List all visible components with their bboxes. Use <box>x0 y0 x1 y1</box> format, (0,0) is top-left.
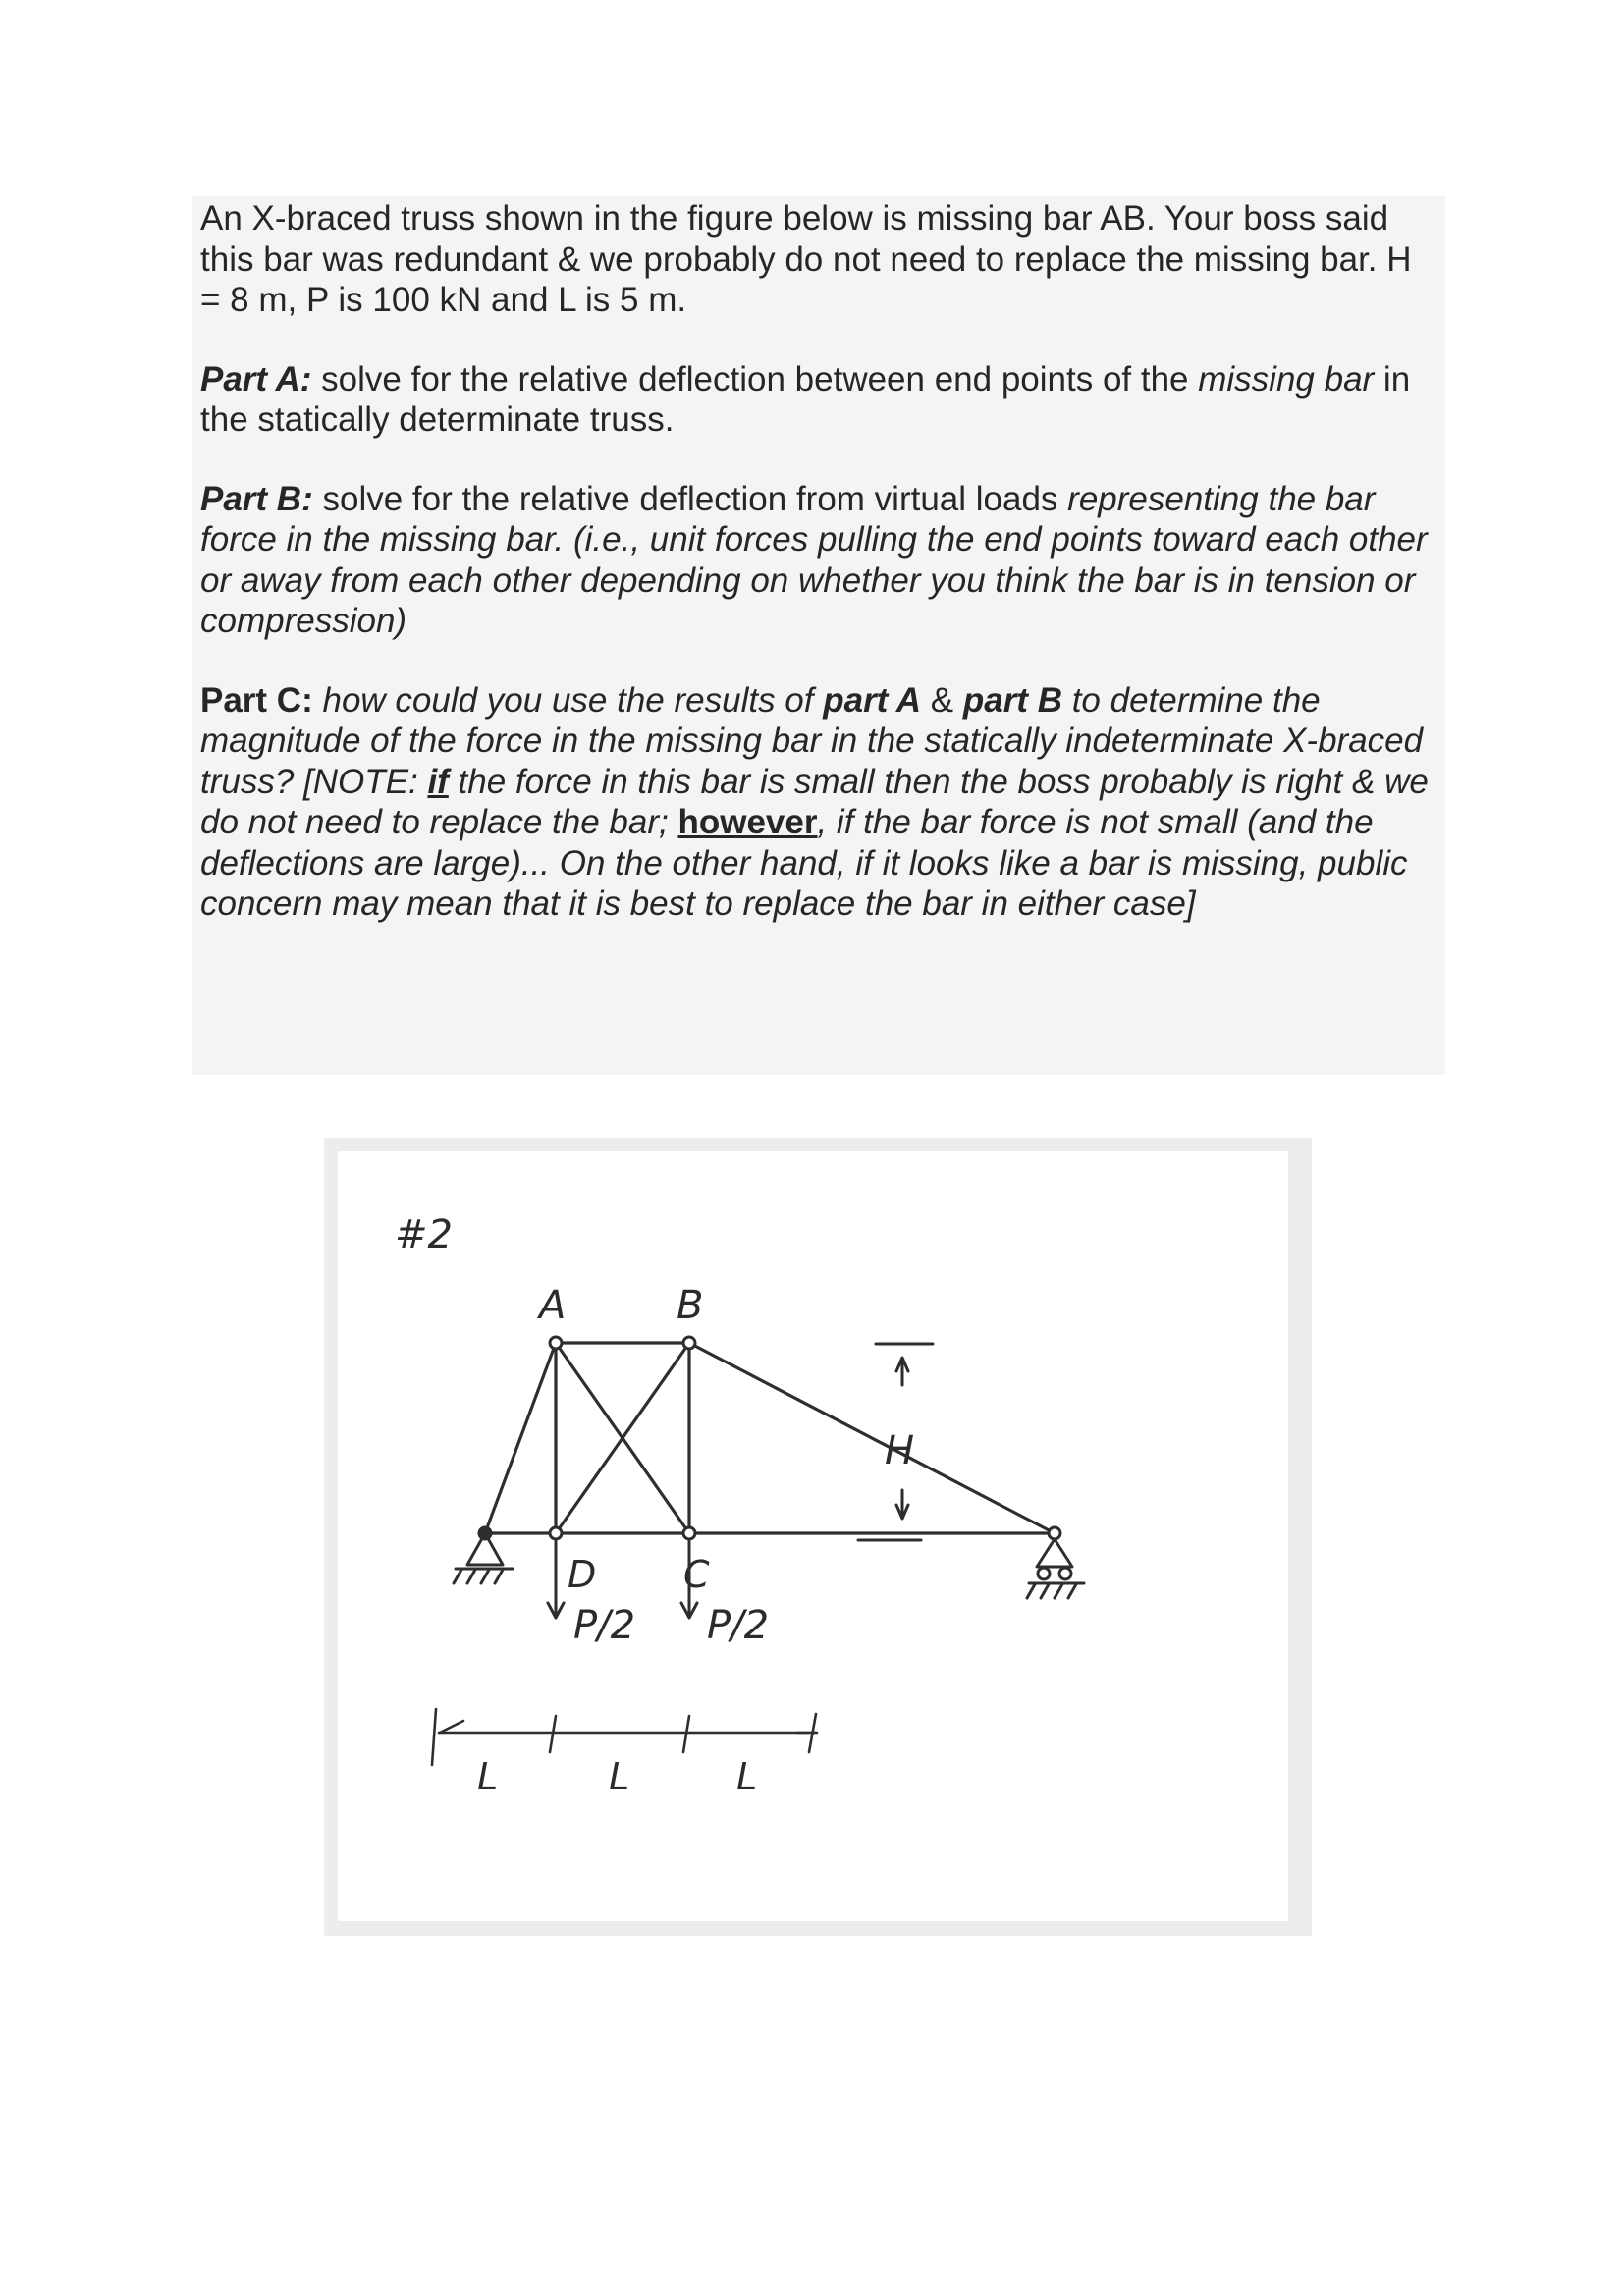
truss-figure-frame <box>324 1138 1312 1936</box>
truss-diagram <box>338 1151 1288 1921</box>
joint-d <box>550 1527 562 1539</box>
part-a-label: Part A: <box>200 359 312 399</box>
part-a-paragraph: Part A: solve for the relative deflection between end points of the missing bar in the statically determinate truss. <box>200 359 1411 439</box>
part-b-paragraph: Part B: solve for the relative deflection from virtual loads representing the bar force in the missing bar. (i.e., unit forces pulling the end points toward each other or away from each other depending on whether you think the bar is in tension or compression) <box>200 479 1428 640</box>
span-label-3: L <box>736 1755 758 1798</box>
span-label-1: L <box>477 1755 499 1798</box>
truss-figure <box>338 1151 1288 1921</box>
pin-support-icon <box>454 1533 513 1583</box>
load-label-d: P/2 <box>573 1603 636 1648</box>
load-label-c: P/2 <box>707 1603 770 1648</box>
bar-right-diagonal <box>689 1343 1055 1533</box>
node-label-b: B <box>677 1283 704 1328</box>
joint-c <box>683 1527 695 1539</box>
node-label-d: D <box>568 1553 597 1596</box>
part-c-paragraph: Part C: how could you use the results of part A & part B to determine the magnitude of the force in the missing bar in the statically indeterminate X-braced truss? [NOTE: if the force in this bar is small then the boss probably is right & we do not need to replace the bar; however, if the bar force is not small (and the deflections are large)... On the other hand, if it looks like a bar is missing, public concern may mean that it is best to replace the bar in either case] <box>200 680 1429 923</box>
part-b-label: Part B: <box>200 479 313 518</box>
roller-support-icon <box>1027 1539 1084 1598</box>
node-label-a: A <box>539 1283 567 1328</box>
node-label-c: C <box>683 1553 710 1596</box>
joint-a <box>550 1337 562 1349</box>
joint-roller <box>1049 1527 1060 1539</box>
problem-number: #2 <box>395 1212 453 1257</box>
problem-statement-panel <box>192 196 1445 1075</box>
joint-b <box>683 1337 695 1349</box>
problem-intro: An X-braced truss shown in the figure below is missing bar AB. Your boss said this bar was redundant & we probably do not need to replace the missing bar. H = 8 m, P is 100 kN and L is 5 m. <box>200 199 1412 319</box>
span-label-2: L <box>609 1755 630 1798</box>
part-c-label: Part C: <box>200 680 313 720</box>
height-label: H <box>885 1428 915 1473</box>
bar-left-diagonal <box>485 1343 556 1533</box>
load-arrow-d-icon <box>548 1540 564 1618</box>
